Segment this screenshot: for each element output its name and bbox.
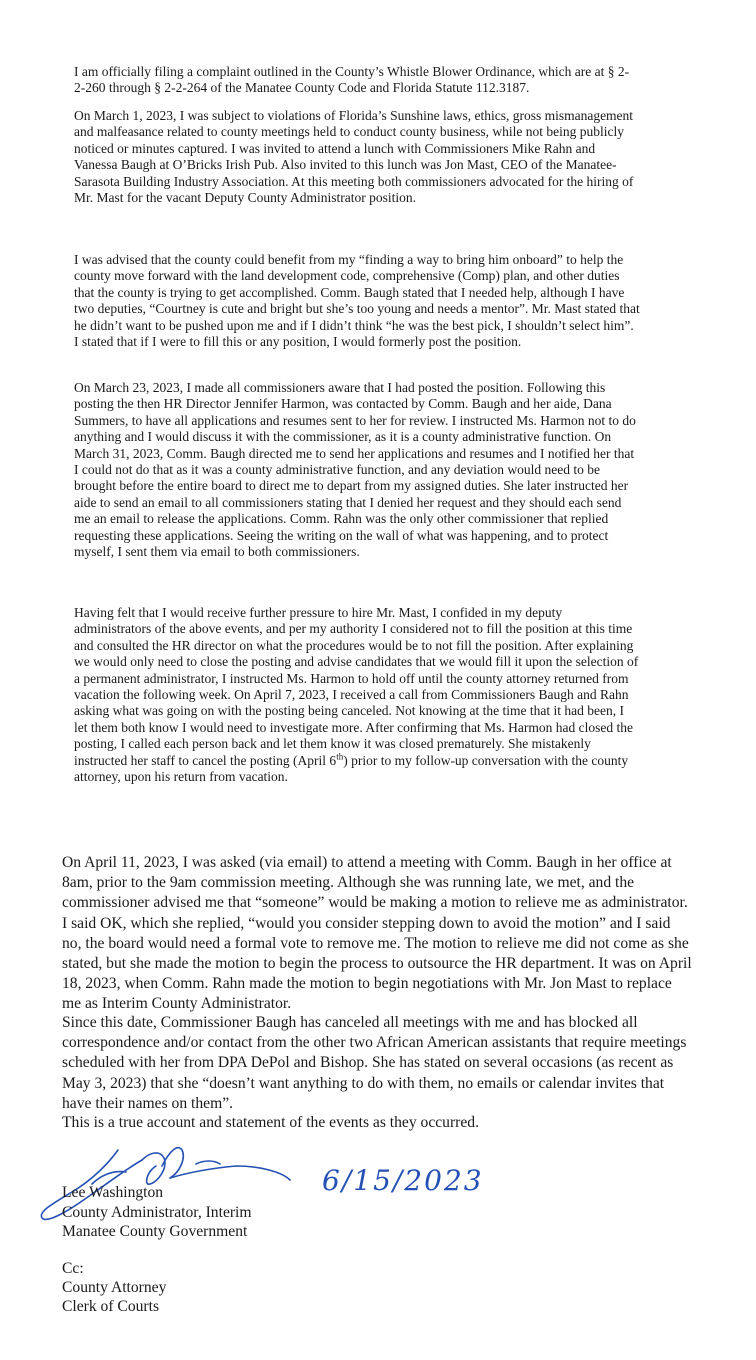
superscript-th: th <box>336 751 344 762</box>
paragraph-april-11-meeting: On April 11, 2023, I was asked (via email) to attend a meeting with Comm. Baugh in her office at 8am, prior to the 9am commission meeting. Although she was running late, we met, and the commissioner advised me that “someone” would be making a motion to relieve me as administrator. I said OK, which she replied, “would you consider stepping down to avoid the motion” and I said no, the board would need a formal vote to remove me. The motion to relieve me did not come as she stated, but she made the motion to begin the process to outsource the HR department. It was on April 18, 2023, when Comm. Rahn made the motion to begin negotiations with Mr. Jon Mast to replace me as Interim County Administrator. <box>62 854 692 1013</box>
paragraph-meetings-canceled: Since this date, Commissioner Baugh has canceled all meetings with me and has blocked all correspondence and/or contact from the other two African American assistants that require meetings scheduled with her from DPA DePol and Bishop. She has stated on several occasions (as recent as May 3, 2023) that she “doesn’t want anything to do with them, no emails or calendar invites that have their names on them”. <box>62 1014 687 1112</box>
signer-title: County Administrator, Interim <box>62 1204 252 1221</box>
signer-organization: Manatee County Government <box>62 1223 248 1240</box>
closing-statement: This is a true account and statement of the events as they occurred. <box>62 1114 479 1131</box>
paragraph-posting-canceled-text: Having felt that I would receive further pressure to hire Mr. Mast, I confided in my deputy administrators of the above events, and per my authority I considered not to fill the position at this time and consulted the HR director on what the procedures would be to not fill the position. After explaining we would only need to close the posting and advise candidates that we would fill it upon the selection of a permanent administrator, I instructed Ms. Harmon to hold off until the county attorney returned from vacation the following week. On April 7, 2023, I received a call from Commissioners Baugh and Rahn asking what was going on with the posting being canceled. Not knowing at the time that it had been, I let them both know I would need to investigate more. After confirming that Ms. Harmon had closed the posting, I called each person back and let them know it was closed prematurely. She mistakenly instructed her staff to cancel the posting (April 6 <box>74 605 639 768</box>
paragraph-advised-onboard: I was advised that the county could benefit from my “finding a way to bring him onboard” to help the county move forward with the land development code, comprehensive (Comp) plan, and other duties that the county is trying to get accomplished. Comm. Baugh stated that I needed help, although I have two deputies, “Courtney is cute and bright but she’s too young and needs a mentor”. Mr. Mast stated that he didn’t want to be pushed upon me and if I didn’t think “he was the best pick, I shouldn’t select him”. I stated that if I were to fill this or any position, I would formerly post the position. <box>74 252 640 350</box>
paragraph-march-1-lunch: On March 1, 2023, I was subject to violations of Florida’s Sunshine laws, ethics, gross mismanagement and malfeasance related to county meetings held to conduct county business, while not being publicly noticed or minutes captured. I was invited to attend a lunch with Commissioners Mike Rahn and Vanessa Baugh at O’Bricks Irish Pub. Also invited to this lunch was Jon Mast, CEO of the Manatee-Sarasota Building Industry Association. At this meeting both commissioners advocated for the hiring of Mr. Mast for the vacant Deputy County Administrator position. <box>74 108 634 206</box>
cc-recipient: County Attorney <box>62 1279 167 1296</box>
signature-date: 6/15/2023 <box>322 1164 484 1197</box>
paragraph-march-23-posting: On March 23, 2023, I made all commissioners aware that I had posted the position. Following this posting the then HR Director Jennifer Harmon, was contacted by Comm. Baugh and her aide, Dana Summers, to have all applications and resumes sent to her for review. I instructed Ms. Harmon not to do anything and I would discuss it with the commissioner, as it is a county administrative function. On March 31, 2023, Comm. Baugh directed me to send her applications and resumes and I notified her that I could not do that as it was a county administrative function, and any deviation would need to be brought before the entire board to direct me to depart from my assigned duties. She later instructed her aide to send an email to all commissioners stating that I denied her request and they should each send me an email to release the applications. Comm. Rahn was the only other commissioner that replied requesting these applications. Seeing the writing on the wall of what was happening, and to protect myself, I sent them via email to both commissioners. <box>74 380 636 560</box>
signer-name: Lee Washington <box>62 1184 164 1201</box>
cc-label: Cc: <box>62 1260 84 1277</box>
paragraph-whistleblower-complaint: I am officially filing a complaint outlined in the County’s Whistle Blower Ordinance, which are at § 2-2-260 through § 2-2-264 of the Manatee County Code and Florida Statute 112.3187. <box>74 64 630 96</box>
paragraph-posting-canceled-text-end: ) prior to my follow-up conversation with the county attorney, upon his return from vacation. <box>74 752 629 785</box>
cc-recipient: Clerk of Courts <box>62 1298 160 1315</box>
